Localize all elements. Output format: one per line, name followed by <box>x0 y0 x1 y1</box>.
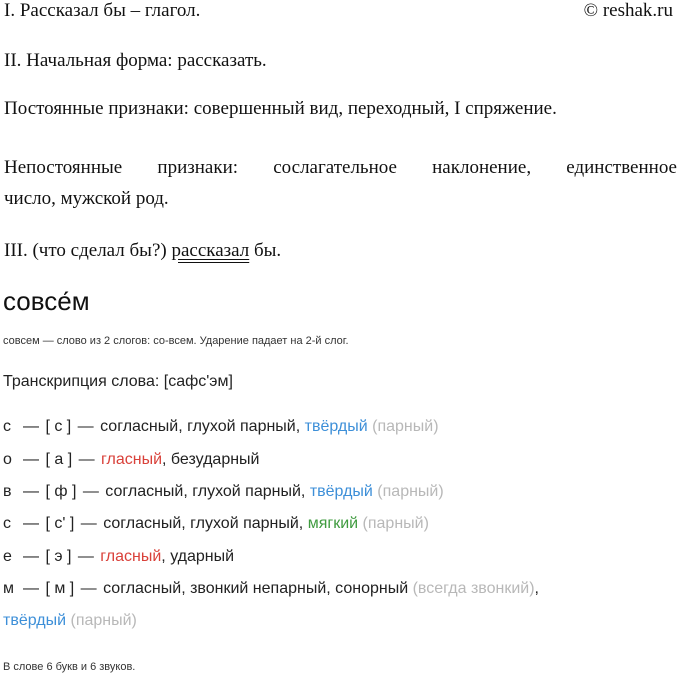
sound-letter: о <box>3 451 12 468</box>
sound-letter: с <box>3 515 11 532</box>
analysis-line-4-cont: число, мужской род. <box>4 188 169 209</box>
sound-rest: , безударный <box>162 451 260 468</box>
letters-sounds-summary: В слове 6 букв и 6 звуков. <box>3 661 136 673</box>
sound-row-cont <box>3 612 137 630</box>
syllables-info: совсем — слово из 2 слогов: со-всем. Ударение падает на 2-й слог. <box>3 335 349 347</box>
sound-vowel: гласный <box>100 548 162 565</box>
sound-transcription: [ с' ] <box>45 515 75 532</box>
sound-letter: в <box>3 483 12 500</box>
sound-transcription: [ м ] <box>45 580 75 597</box>
sound-row: с — [ с ] — согласный, глухой парный, твёрдый (парный) <box>3 418 439 435</box>
sound-transcription: [ а ] <box>45 451 73 468</box>
sound-description: согласный, глухой парный, <box>103 515 308 532</box>
sound-transcription: [ ф ] <box>45 483 77 500</box>
sound-note: (парный) <box>372 418 439 435</box>
sound-description: согласный, глухой парный, <box>105 483 310 500</box>
sound-letter: с <box>3 418 11 435</box>
analysis-line-5 <box>4 240 281 262</box>
sound-letter: м <box>3 580 14 597</box>
sound-vowel: гласный <box>101 451 163 468</box>
analysis-line-4: Непостоянные признаки: сослагательное наклонение, единственное <box>4 157 677 178</box>
sound-letter: е <box>3 548 12 565</box>
sound-transcription: [ э ] <box>45 548 72 565</box>
sound-note: (всегда звонкий) <box>412 580 535 597</box>
analysis-line-1: I. Рассказал бы – глагол. <box>4 0 201 21</box>
question-text: III. (что сделал бы?) <box>4 240 172 261</box>
sound-quality: твёрдый <box>309 483 373 500</box>
sound-note: (парный) <box>377 483 444 500</box>
sound-row: е — [ э ] — гласный, ударный <box>3 548 235 565</box>
watermark: © reshak.ru <box>583 0 673 21</box>
word-title: совсе́м <box>3 286 90 316</box>
sound-row: с — [ с' ] — согласный, глухой парный, мягкий (парный) <box>3 515 429 532</box>
sound-description: согласный, звонкий непарный, сонорный <box>103 580 413 597</box>
analysis-line-2: II. Начальная форма: рассказать. <box>4 50 267 71</box>
sound-tail: , <box>534 580 539 597</box>
sound-description: согласный, глухой парный, <box>100 418 305 435</box>
transcription: Транскрипция слова: [сафс'эм] <box>3 373 233 390</box>
predicate-word: рассказал <box>171 240 250 261</box>
sound-quality: мягкий <box>307 515 359 532</box>
sound-rest: , ударный <box>161 548 235 565</box>
sound-note: (парный) <box>70 612 137 629</box>
sound-transcription: [ с ] <box>45 418 72 435</box>
sound-row: о — [ а ] — гласный, безударный <box>3 451 260 468</box>
sound-quality: твёрдый <box>3 612 67 629</box>
sound-note: (парный) <box>362 515 429 532</box>
sound-row: м — [ м ] — согласный, звонкий непарный, сонорный (всегда звонкий), <box>3 580 539 597</box>
particle-text: бы. <box>249 240 282 261</box>
sound-quality: твёрдый <box>304 418 368 435</box>
analysis-line-3: Постоянные признаки: совершенный вид, переходный, I спряжение. <box>4 98 557 119</box>
sound-row: в — [ ф ] — согласный, глухой парный, твёрдый (парный) <box>3 483 444 500</box>
